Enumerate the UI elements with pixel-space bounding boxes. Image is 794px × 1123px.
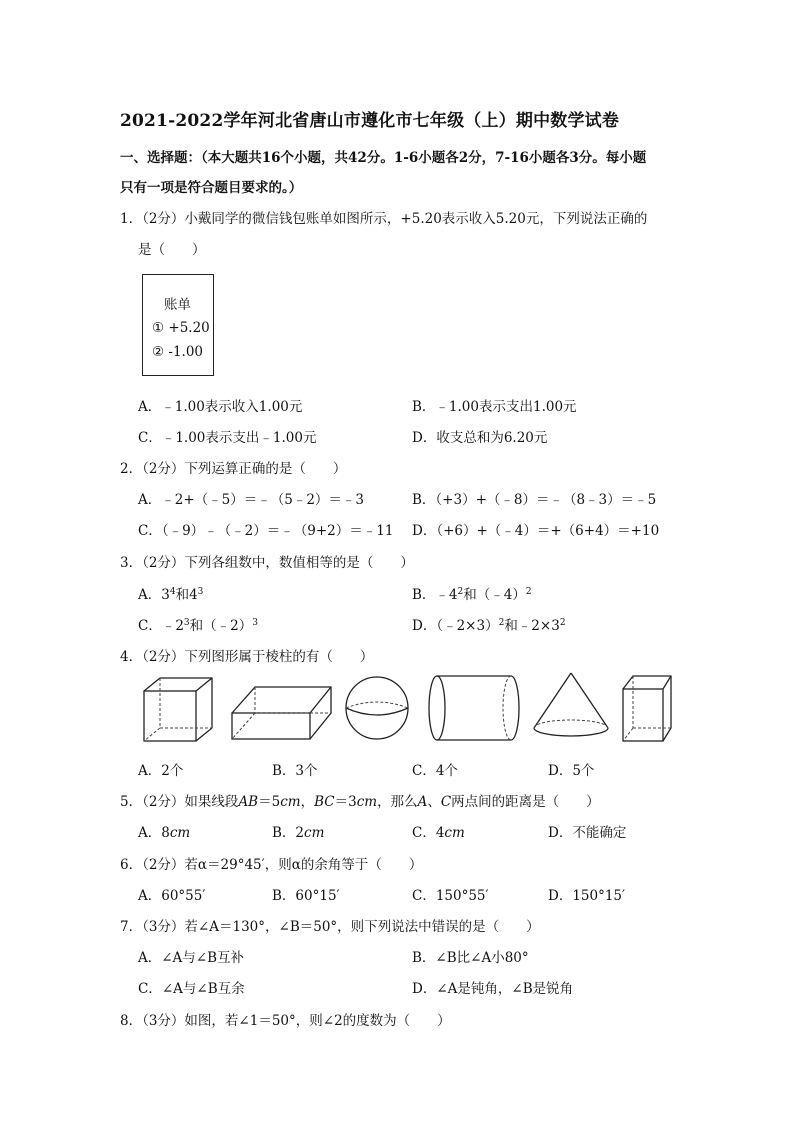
question-6-stem: 6．（2分）若α＝29°45′，则α的余角等于（ ） [120,857,423,873]
section-header-line1: 一、选择题：（本大题共16个小题，共42分。1-6小题各2分，7-16小题各3分。每小题 [120,150,647,166]
question-3-option-a: A．$3^4$和$4^3$ [138,587,204,603]
question-1-option-b: B．﹣1.00表示支出1.00元 [412,399,577,415]
cube-icon [140,675,216,743]
bill-title: 账单 [164,297,191,313]
question-2-option-c: C．（﹣9）﹣（﹣2）＝﹣（9+2）＝﹣11 [138,523,394,539]
question-4-option-a: A．2个 [138,763,184,779]
question-4-option-c: C．4个 [412,763,458,779]
question-4-option-b: B．3个 [272,763,318,779]
question-5-option-c: C．4cm [412,825,465,841]
cuboid-icon [229,683,333,741]
page-title: 2021-2022学年河北省唐山市遵化市七年级（上）期中数学试卷 [120,111,620,131]
question-5-option-a: A．8cm [138,825,191,841]
question-7-option-d: D．∠A是钝角，∠B是锐角 [412,981,574,997]
question-5-option-b: B．2cm [272,825,325,841]
question-4-option-d: D．5个 [548,763,595,779]
question-5-stem: 5．（2分）如果线段AB＝5cm，BC＝3cm，那么A、C两点间的距离是（ ） [120,794,600,810]
question-7-option-a: A．∠A与∠B互补 [138,950,245,966]
question-1-stem-line1: 1．（2分）小戴同学的微信钱包账单如图所示，+5.20表示收入5.20元，下列说法正确的 [120,211,648,227]
question-3-option-b: B．$﹣4^2$和（﹣4）$^2$ [412,587,532,603]
question-3-option-c: C．$﹣2^3$和（﹣2）$^3$ [138,618,258,634]
cylinder-icon [426,673,522,743]
question-1-option-d: D．收支总和为6.20元 [412,430,548,446]
question-2-option-a: A．﹣2+（﹣5）＝﹣（5﹣2）＝﹣3 [138,492,365,508]
question-7-option-c: C．∠A与∠B互余 [138,981,245,997]
question-5-option-d: D．不能确定 [548,825,627,841]
question-1-stem-line2: 是（ ） [138,242,206,258]
question-6-option-d: D．150°15′ [548,888,626,904]
bill-row-1: ① +5.20 [152,320,210,336]
bill-figure [142,274,214,376]
question-4-stem: 4．（2分）下列图形属于棱柱的有（ ） [120,649,374,665]
question-3-stem: 3．（2分）下列各组数中，数值相等的是（ ） [120,555,414,571]
question-7-option-b: B．∠B比∠A小80° [412,950,529,966]
question-1-option-c: C．﹣1.00表示支出﹣1.00元 [138,430,317,446]
question-6-option-c: C．150°55′ [412,888,489,904]
question-7-stem: 7．（3分）若∠A＝130°，∠B＝50°，则下列说法中错误的是（ ） [120,919,540,935]
question-3-option-d: D．（﹣2×3）$^2$和$﹣2\times 3^2$ [412,618,566,634]
question-1-option-a: A．﹣1.00表示收入1.00元 [138,399,303,415]
bill-row-2: ② -1.00 [152,344,204,360]
sphere-icon [343,674,411,742]
question-2-option-d: D．（+6）+（﹣4）＝+（6+4）＝+10 [412,523,660,539]
section-header-line2: 只有一项是符合题目要求的。） [120,180,303,196]
prism-icon [620,673,674,743]
question-8-stem: 8．（3分）如图，若∠1＝50°，则∠2的度数为（ ） [120,1013,451,1029]
question-2-stem: 2．（2分）下列运算正确的是（ ） [120,461,347,477]
cone-icon [530,670,612,740]
question-6-option-b: B．60°15′ [272,888,340,904]
question-2-option-b: B．（+3）+（﹣8）＝﹣（8﹣3）＝﹣5 [412,492,657,508]
question-6-option-a: A．60°55′ [138,888,206,904]
